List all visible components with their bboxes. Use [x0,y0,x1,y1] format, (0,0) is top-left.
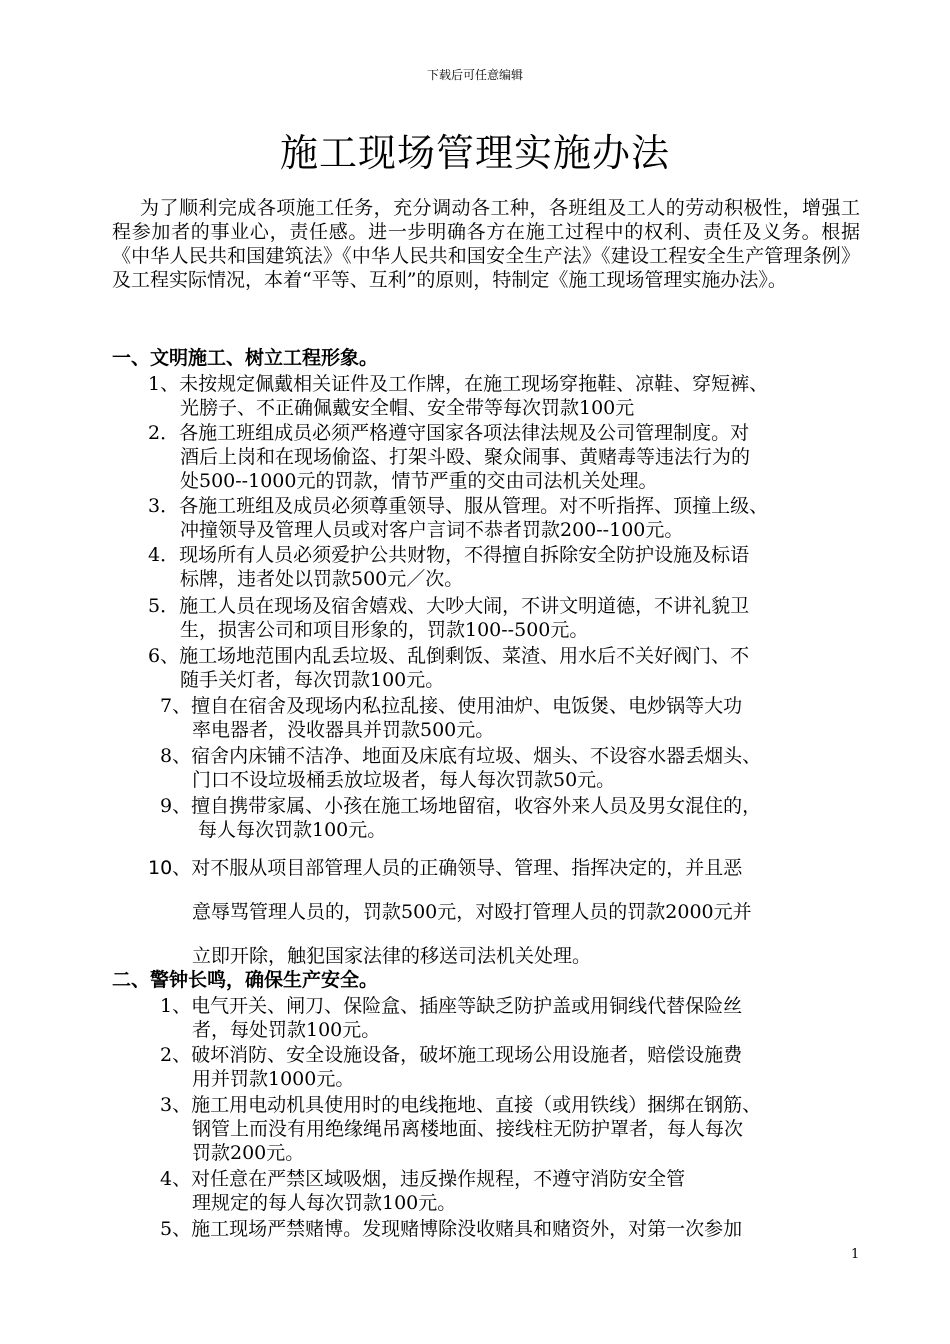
list-item [148,421,750,493]
item-text: 各施工班组成员必须严格遵守国家各项法律法规及公司管理制度。对 [179,422,750,444]
item-text-cont: 钢管上而没有用绝缘绳吊离楼地面、接线柱无防护罩者，每人每次 [192,1118,744,1140]
list-item [160,744,761,792]
item-text-cont: 每人每次罚款100元。 [198,819,387,841]
item-text: 擅自携带家属、小孩在施工场地留宿，收容外来人员及男女混住的， [191,795,762,817]
item-text: 破坏消防、安全设施设备，破坏施工现场公用设施者，赔偿设施费 [191,1044,743,1066]
list-item [160,1043,742,1091]
item-text: 擅自在宿舍及现场内私拉乱接、使用油炉、电饭煲、电炒锅等大功 [191,695,743,717]
item-number: 5、 [160,1218,192,1240]
item-number: 2、 [160,1044,192,1066]
list-item [160,1217,742,1241]
item-text: 现场所有人员必须爱护公共财物，不得擅自拆除安全防护设施及标语 [179,544,750,566]
item-text-cont: 率电器者，没收器具并罚款500元。 [192,719,495,741]
item-text: 对任意在严禁区域吸烟，违反操作规程，不遵守消防安全管 [191,1168,686,1190]
list-item [148,856,752,968]
item-text: 对不服从项目部管理人员的正确领导、管理、指挥决定的，并且恶 [191,857,743,879]
item-number: 3． [148,495,180,517]
list-item [148,494,768,542]
list-item [148,372,768,420]
list-item [160,994,742,1042]
item-number: 10、 [148,857,192,879]
item-number: 8、 [160,745,192,767]
item-number: 1、 [160,995,192,1017]
item-text: 电气开关、闸刀、保险盒、插座等缺乏防护盖或用铜线代替保险丝 [191,995,743,1017]
item-text-cont: 用并罚款1000元。 [192,1068,355,1090]
item-text: 施工场地范围内乱丢垃圾、乱倒剩饭、菜渣、用水后不关好阀门、不 [179,645,750,667]
list-item [148,594,749,642]
item-text-cont: 理规定的每人每次罚款100元。 [192,1192,457,1214]
item-text-cont: 立即开除，触犯国家法律的移送司法机关处理。 [192,945,592,967]
item-text-cont: 标牌，违者处以罚款500元／次。 [180,568,464,590]
item-number: 3、 [160,1094,192,1116]
item-text: 未按规定佩戴相关证件及工作牌，在施工现场穿拖鞋、凉鞋、穿短裤、 [179,373,769,395]
item-text: 施工现场严禁赌博。发现赌博除没收赌具和赌资外，对第一次参加 [191,1218,743,1240]
page-number: 1 [851,1247,860,1262]
item-text: 施工人员在现场及宿舍嬉戏、大吵大闹，不讲文明道德，不讲礼貌卫 [179,595,750,617]
item-text-cont: 酒后上岗和在现场偷盗、打架斗殴、聚众闹事、黄赌毒等违法行为的 [180,446,751,468]
item-number: 7、 [160,695,192,717]
item-number: 6、 [148,645,180,667]
header-note: 下载后可任意编辑 [426,68,523,82]
item-number: 9、 [160,795,192,817]
item-text: 宿舍内床铺不洁净、地面及床底有垃圾、烟头、不设容水器丢烟头、 [191,745,762,767]
item-number: 4． [148,544,180,566]
section-heading-1: 一、文明施工、树立工程形象。 [112,347,379,369]
item-number: 4、 [160,1168,192,1190]
item-text-cont: 意辱骂管理人员的，罚款500元，对殴打管理人员的罚款2000元并 [192,901,752,923]
item-text-cont: 处500--1000元的罚款，情节严重的交由司法机关处理。 [180,470,658,492]
intro-paragraph: 为了顺利完成各项施工任务，充分调动各工种，各班组及工人的劳动积极性，增强工程参加者的事业心，责任感。进一步明确各方在施工过程中的权利、责任及义务。根据《中华人民共和国建筑法》《中华人民共和国安全生产法》《建设工程安全生产管理条例》及工程实际情况，本着“平等、互利”的原则，特制定《施工现场管理实施办法》。 [112,197,860,291]
document-title: 施工现场管理实施办法 [279,131,670,175]
list-item [160,794,761,842]
item-number: 5． [148,595,180,617]
item-text: 施工用电动机具使用时的电线拖地、直接（或用铁线）捆绑在钢筋、 [191,1094,762,1116]
item-text-cont: 罚款200元。 [192,1142,305,1164]
item-text: 各施工班组及成员必须尊重领导、服从管理。对不听指挥、顶撞上级、 [179,495,769,517]
section-heading-2: 二、警钟长鸣，确保生产安全。 [112,969,379,991]
list-item [148,543,749,591]
item-text-cont: 光膀子、不正确佩戴安全帽、安全带等每次罚款100元 [180,397,635,419]
list-item [148,644,749,692]
item-text-cont: 冲撞领导及管理人员或对客户言词不恭者罚款200--100元。 [180,519,684,541]
item-text-cont: 门口不设垃圾桶丢放垃圾者，每人每次罚款50元。 [192,769,616,791]
list-item [160,1093,761,1165]
item-text-cont: 者，每处罚款100元。 [192,1019,381,1041]
item-number: 2． [148,422,180,444]
list-item [160,1167,685,1215]
item-text-cont: 随手关灯者，每次罚款100元。 [180,669,445,691]
item-number: 1、 [148,373,180,395]
item-text-cont: 生，损害公司和项目形象的，罚款100--500元。 [180,619,589,641]
list-item [160,694,742,742]
